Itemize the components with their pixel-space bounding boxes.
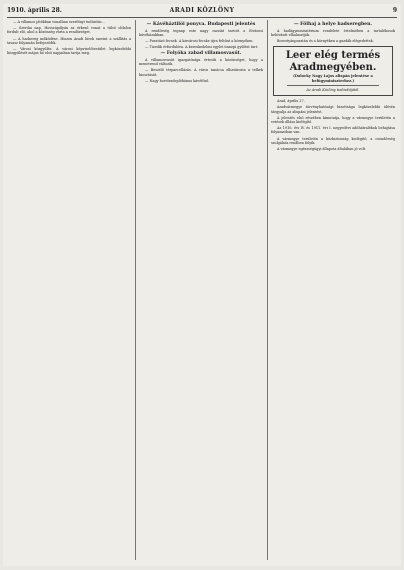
- article-heading: — Fölhaj a helye hadseregben.: [293, 22, 373, 27]
- issue-date: 1910. április 28.: [7, 7, 62, 14]
- column-divider: [267, 20, 268, 560]
- feature-headline-box: [273, 46, 393, 96]
- feature-title-line-1: Leer elég termés: [285, 50, 381, 62]
- article-paragraph: A rendőrség tegnap este nagy razziát tartott a fővárosi kávéházakban.: [139, 28, 263, 37]
- article-paragraph: — A hadsereg működése. Hiszen Aradi hírek szerint a szállítás a tavasz folyamán befejeződik.: [7, 36, 131, 45]
- article-paragraph: Arad, április 27.: [277, 99, 305, 104]
- article-paragraph: A vármegye területén a közbiztonság kielégítő, a csendőrség szolgálata rendben folyik.: [271, 136, 395, 145]
- newspaper-page: [3, 4, 401, 566]
- article-paragraph: Aradvármegye törvényhatósági bizottsága legközelebbi ülésén tárgyalja az alispáni jelentést.: [271, 105, 395, 114]
- article-paragraph: — Nagy bortőzsdeplébánus kávéfőző.: [145, 78, 210, 83]
- article-paragraph: A jelentés első részében kimutatja, hogy a vármegye területén a vetések állása kielégítő.: [271, 115, 395, 125]
- article-paragraph: — A villamos játékban vonalban ezerfőnyi tudósítás...: [13, 20, 105, 24]
- article-paragraph: Az 1910. évi IV. és 1911. évi I. negyedévi adóhátralékok behajtása folyamatban van.: [271, 126, 395, 135]
- feature-divider: [287, 85, 379, 86]
- article-heading: — Kávéháztilói ponyva. Budapesti jelentés: [146, 22, 256, 27]
- article-paragraph: A vármegye egészségügyi állapota általában jó volt.: [277, 147, 367, 152]
- article-paragraph: — Városi közgyűlés. A városi képviselőtestület legközelebbi közgyűlését május hó első napjaiban tartja meg.: [7, 47, 131, 56]
- header-rule: [7, 17, 397, 18]
- article-paragraph: — Szerdai nap, Hosszúpályán az érkező vonat a túlsó oldalon fordult elő, ahol a közönség várta a rendőrséget.: [7, 26, 131, 35]
- feature-title-line-2: Aradmegyében.: [289, 62, 377, 74]
- newspaper-title: ARADI KÖZLÖNY: [169, 7, 235, 14]
- article-paragraph: — Pusztázó fecsek. A kisvárosi fecske újra feltűnt a környéken.: [145, 39, 254, 43]
- column-1: [7, 20, 131, 560]
- article-paragraph: — Beszélő térparcellázás. A város tanácsa elhatározta a telkek kiosztását.: [139, 68, 263, 77]
- column-divider: [135, 20, 136, 560]
- feature-byline: Az Aradi Közlöny tudósítójától.: [306, 88, 360, 93]
- page-number: 9: [392, 7, 397, 14]
- column-3: [271, 20, 395, 560]
- column-2: [139, 20, 263, 560]
- feature-subtitle: (Dalocky Nagy Lajos alispán jelentése a belügyminiszterhez.): [293, 74, 373, 83]
- article-paragraph: A hadügyminisztérium rendelete értelmében a tartalékosok behívását elhalasztják.: [271, 28, 395, 37]
- article-paragraph: — Tizedik évfordulóra. A kereskedelmi egylet ünnepi gyűlést tart.: [145, 45, 259, 50]
- article-paragraph: A villamosvasút igazgatósága értesíti a közönséget, hogy a menetrend változik.: [139, 58, 263, 67]
- article-paragraph: Borostyánpusztán és a környéken a gazdák elégedettek.: [277, 39, 374, 43]
- article-heading: — Folyóka zabad villamosvasút.: [160, 51, 242, 57]
- page-header: [7, 6, 397, 16]
